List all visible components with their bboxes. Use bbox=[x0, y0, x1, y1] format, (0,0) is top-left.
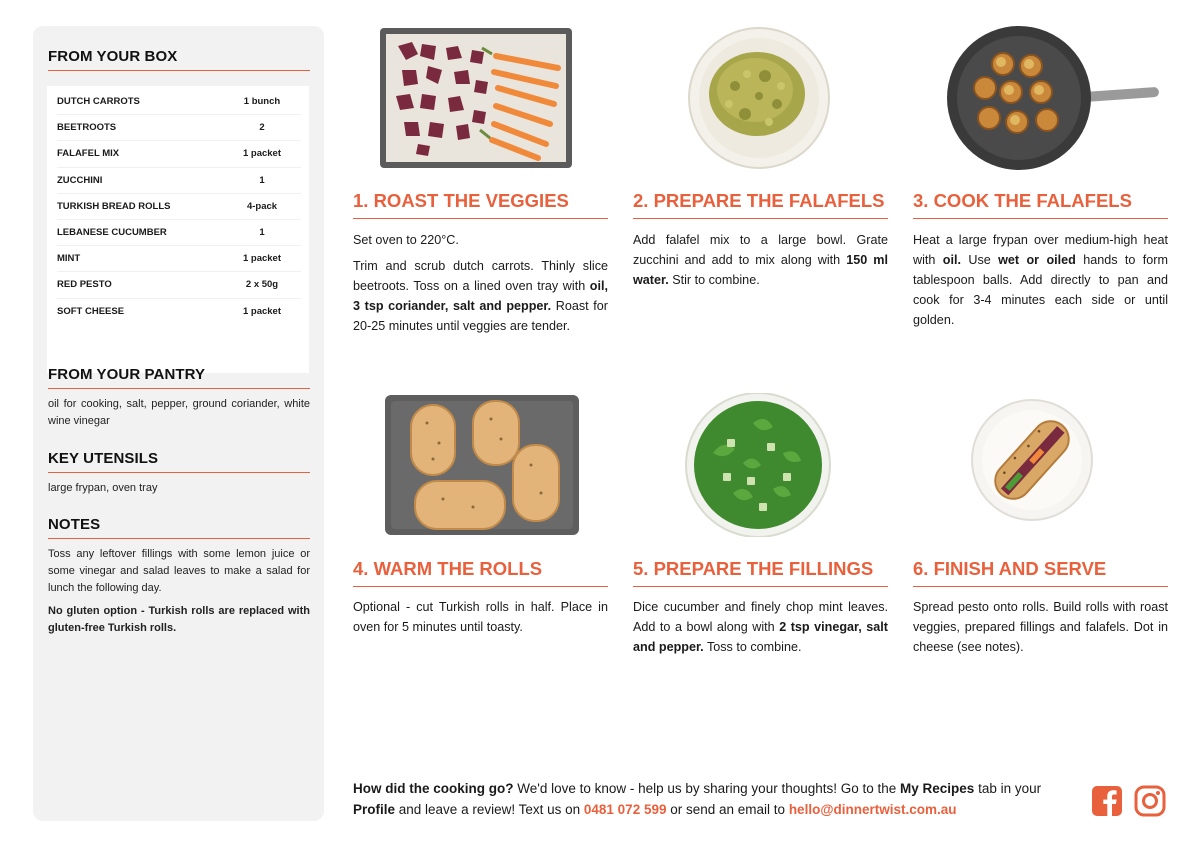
ingredient-qty: 2 bbox=[259, 122, 265, 134]
box-ingredients-table bbox=[47, 86, 309, 373]
table-row bbox=[57, 115, 301, 141]
table-row bbox=[57, 220, 301, 246]
table-row bbox=[57, 272, 301, 298]
ingredient-qty: 1 packet bbox=[242, 253, 282, 265]
ingredient-name: BEETROOTS bbox=[57, 122, 117, 134]
notes-heading: NOTES bbox=[48, 516, 310, 539]
fillings-bowl-image bbox=[683, 393, 833, 537]
roast-veggies-image bbox=[378, 26, 574, 170]
notes-text: Toss any leftover fillings with some lemon juice or some vinegar and salad leaves to make a salad for lunch the following day. bbox=[48, 548, 310, 594]
ingredient-qty: 1 bbox=[259, 227, 265, 239]
table-row bbox=[57, 89, 301, 115]
step-4-text: Optional - cut Turkish rolls in half. Place in oven for 5 minutes until toasty. bbox=[353, 600, 608, 634]
ingredients-sidebar bbox=[33, 26, 324, 821]
ingredient-name: LEBANESE CUCUMBER bbox=[57, 227, 167, 239]
ingredient-name: TURKISH BREAD ROLLS bbox=[57, 200, 171, 212]
feedback-footer: How did the cooking go? We'd love to know - help us by sharing your thoughts! Go to the My Recipes tab in your Profile and leave a review! Text us on 0481 072 599 or send an email to hello@dinnertwist.com.au bbox=[353, 781, 1042, 817]
ingredient-name: DUTCH CARROTS bbox=[57, 96, 140, 108]
step-5-text: Dice cucumber and finely chop mint leaves. Add to a bowl along with 2 tsp vinegar, salt and pepper. Toss to combine. bbox=[633, 600, 888, 654]
warm-rolls-tray-image bbox=[383, 393, 581, 537]
ingredient-qty: 4-pack bbox=[246, 200, 278, 212]
ingredient-qty: 1 bbox=[259, 174, 265, 186]
pantry-text: oil for cooking, salt, pepper, ground coriander, white wine vinegar bbox=[48, 398, 310, 427]
table-row bbox=[57, 299, 301, 325]
finished-roll-plate-image bbox=[970, 398, 1094, 522]
step-2-title: 2. PREPARE THE FALAFELS bbox=[633, 190, 888, 219]
step-6-text: Spread pesto onto rolls. Build rolls with roast veggies, prepared fillings and falafels. Dot in cheese (see notes). bbox=[913, 600, 1168, 654]
table-row bbox=[57, 168, 301, 194]
ingredient-qty: 1 packet bbox=[242, 148, 282, 160]
frypan-falafels-image bbox=[945, 26, 1160, 170]
ingredient-name: FALAFEL MIX bbox=[57, 148, 120, 160]
ingredient-name: SOFT CHEESE bbox=[57, 306, 125, 318]
email-link[interactable]: hello@dinnertwist.com.au bbox=[788, 802, 957, 817]
step-5-title: 5. PREPARE THE FILLINGS bbox=[633, 558, 888, 587]
key-utensils-heading: KEY UTENSILS bbox=[48, 450, 310, 473]
falafel-mix-bowl-image bbox=[685, 26, 833, 170]
ingredient-name: ZUCCHINI bbox=[57, 174, 103, 186]
ingredient-qty: 1 bunch bbox=[243, 96, 281, 108]
step-4-title: 4. WARM THE ROLLS bbox=[353, 558, 608, 587]
ingredient-qty: 2 x 50g bbox=[245, 279, 279, 291]
ingredient-qty: 1 packet bbox=[242, 306, 282, 318]
step-6-title: 6. FINISH AND SERVE bbox=[913, 558, 1168, 587]
step-1-text: Set oven to 220°C. Trim and scrub dutch carrots. Thinly slice beetroots. Toss on a lined oven tray with oil, 3 tsp coriander, salt and pepper. Roast for 20-25 minutes until veggies are tender. bbox=[353, 233, 609, 333]
step-2-text: Add falafel mix to a large bowl. Grate zucchini and add to mix along with 150 ml water. Stir to combine. bbox=[633, 233, 888, 287]
step-3-text: Heat a large frypan over medium-high heat with oil. Use wet or oiled hands to form tablespoon balls. Add directly to pan and cook for 3-4 minutes each side or until golden. bbox=[913, 233, 1168, 327]
ingredient-name: RED PESTO bbox=[57, 279, 112, 291]
step-3-title: 3. COOK THE FALAFELS bbox=[913, 190, 1168, 219]
ingredient-name: MINT bbox=[57, 253, 81, 265]
table-row bbox=[57, 141, 301, 167]
step-1-title: 1. ROAST THE VEGGIES bbox=[353, 190, 608, 219]
table-row bbox=[57, 194, 301, 220]
facebook-icon[interactable] bbox=[1091, 785, 1123, 817]
table-row bbox=[57, 246, 301, 272]
gluten-note: No gluten option - Turkish rolls are replaced with gluten-free Turkish rolls. bbox=[48, 605, 310, 634]
phone-link[interactable]: 0481 072 599 bbox=[583, 802, 667, 817]
from-your-pantry-heading: FROM YOUR PANTRY bbox=[48, 366, 310, 389]
from-your-box-heading: FROM YOUR BOX bbox=[48, 48, 310, 71]
instagram-icon[interactable] bbox=[1134, 785, 1166, 817]
utensils-text: large frypan, oven tray bbox=[48, 482, 158, 494]
